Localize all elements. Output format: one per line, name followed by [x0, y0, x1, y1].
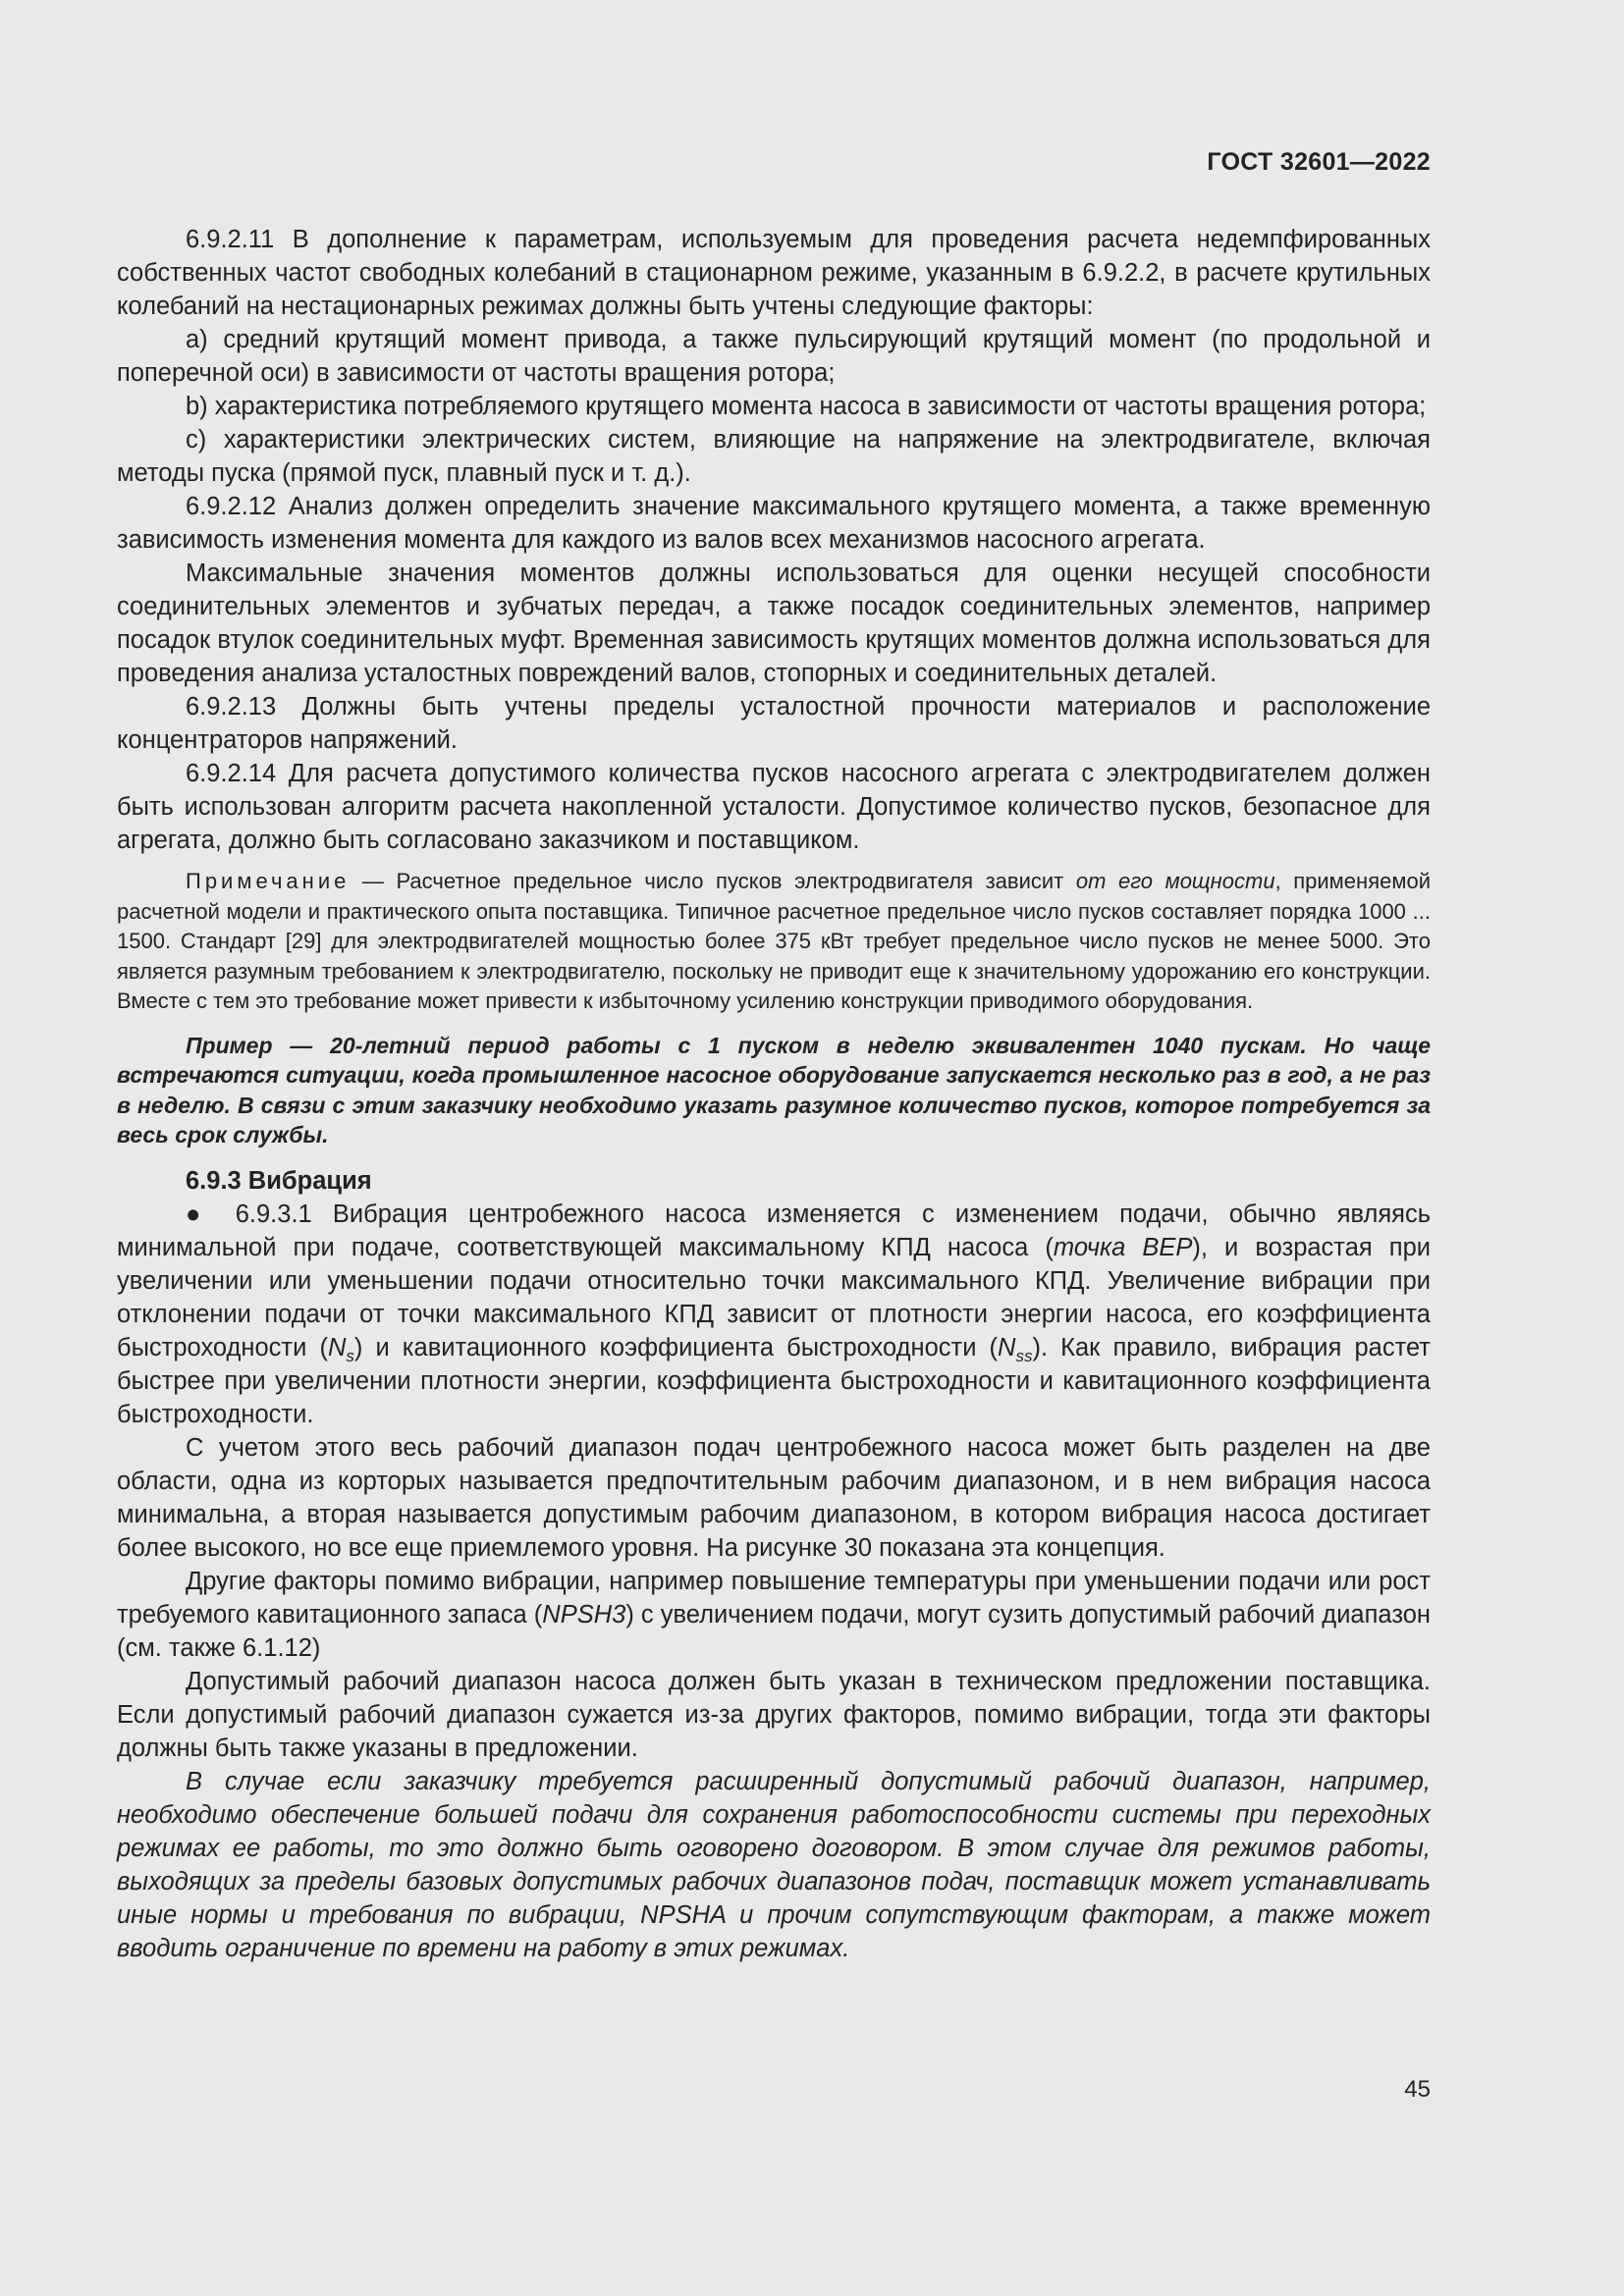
other-factors-part-1: Другие факторы помимо вибрации, например повышение температуры при уменьшении подачи или рост требуемого кавитационного запаса (	[117, 1567, 1431, 1629]
vibration-text-part-3: ) и кавитационного коэффициента быстроходности (	[353, 1333, 999, 1362]
paragraph-6-9-2-11: 6.9.2.11 В дополнение к параметрам, используемым для проведения расчета недемпфированных собственных частот свободных колебаний в стационарном режиме, указанным в 6.9.2.2, в расчете крутильных колебаний на нестационарных режимах должны быть учтены следующие факторы:	[117, 226, 1431, 320]
paragraph-6-9-2-13: 6.9.2.13 Должны быть учтены пределы усталостной прочности материалов и расположение концентраторов напряжений.	[117, 693, 1431, 754]
vibration-text-part-1: ● 6.9.3.1 Вибрация центробежного насоса изменяется с изменением подачи, обычно являясь минимальной при подаче, соответствующей максимальному КПД насоса (	[117, 1200, 1431, 1261]
paragraph-supplier-proposal: Допустимый рабочий диапазон насоса должен быть указан в техническом предложении поставщика. Если допустимый рабочий диапазон сужается из-за других факторов, помимо вибрации, тогда эти факторы должны быть также указаны в предложении.	[117, 1667, 1431, 1762]
paragraph-extended-range: В случае если заказчику требуется расширенный допустимый рабочий диапазон, например, необходимо обеспечение большей подачи для сохранения работоспособности системы при переходных режимах ее работы, то это должно быть оговорено договором. В этом случае для режимов работы, выходящих за пределы базовых допустимых рабочих диапазонов подач, поставщик может устанавливать иные нормы и требования по вибрации, NPSHA и прочим сопутствующим факторам, а также может вводить ограничение по времени на работу в этих режимах.	[117, 1767, 1431, 1962]
example-block: Пример — 20-летний период работы с 1 пуском в неделю эквивалентен 1040 пускам. Но чаще встречаются ситуации, когда промышленное насосное оборудование запускается несколько раз в год, а не раз в неделю. В связи с этим заказчику необходимо указать разумное количество пусков, которое потребуется за весь срок службы.	[117, 1032, 1431, 1148]
ns-subscript: s	[346, 1346, 354, 1365]
note-text-italic: от его мощности	[1075, 869, 1275, 893]
list-item-b: b) характеристика потребляемого крутящего момента насоса в зависимости от частоты вращения ротора;	[186, 393, 1427, 420]
note-label: Примечание	[186, 869, 351, 893]
paragraph-6-9-3-1	[117, 1198, 1431, 1431]
page-number: 45	[1404, 2076, 1431, 2103]
paragraph-max-moments: Максимальные значения моментов должны использоваться для оценки несущей способности соединительных элементов и зубчатых передач, а также посадок соединительных элементов, например посадок втулок соединительных муфт. Временная зависимость крутящих моментов должна использоваться для проведения анализа усталостных повреждений валов, стопорных и соединительных деталей.	[117, 560, 1431, 687]
paragraph-operating-ranges: С учетом этого весь рабочий диапазон подач центробежного насоса может быть разделен на две области, одна из корторых называется предпочтительным рабочим диапазоном, и в нем вибрация насоса минимальна, а вторая называется допустимым рабочим диапазоном, в котором вибрация насоса достигает более высокого, но все еще приемлемого уровня. На рисунке 30 показана эта концепция.	[117, 1433, 1431, 1562]
note-block	[117, 867, 1431, 1017]
paragraph-6-9-2-14: 6.9.2.14 Для расчета допустимого количества пусков насосного агрегата с электродвигателем должен быть использован алгоритм расчета накопленной усталости. Допустимое количество пусков, безопасное для агрегата, должно быть согласовано заказчиком и поставщиком.	[117, 760, 1431, 854]
note-text-part-2: , применяемой расчетной модели и практического опыта поставщика. Типичное расчетное предельное число пусков составляет порядка 1000 ... 1500. Стандарт [29] для электродвигателей мощностью более 375 кВт требует предельное число пусков не менее 5000. Это является разумным требованием к электродвигателю, поскольку не приводит еще к значительному удорожанию его конструкции. Вместе с тем это требование может привести к избыточному усилению конструкции приводимого оборудования.	[117, 869, 1431, 1013]
list-item-c: c) характеристики электрических систем, влияющие на напряжение на электродвигателе, включая методы пуска (прямой пуск, плавный пуск и т. д.).	[117, 426, 1431, 487]
paragraph-other-factors	[117, 1565, 1431, 1665]
standard-code-header: ГОСТ 32601—2022	[1207, 148, 1431, 176]
note-text-part-1: — Расчетное предельное число пусков электродвигателя зависит	[350, 869, 1076, 893]
vibration-text-part-4: ). Как правило, вибрация растет быстрее при увеличении плотности энергии, коэффициента быстроходности и кавитационного коэффициента быстроходности.	[117, 1333, 1431, 1428]
document-body	[117, 223, 1431, 1965]
ns-symbol: N	[327, 1333, 347, 1362]
vibration-text-part-2: ), и возрастая при увеличении или уменьшении подачи относительно точки максимального КПД. Увеличение вибрации при отклонении подачи от точки максимального КПД зависит от плотности энергии насоса, его коэффициента быстроходности (	[117, 1233, 1431, 1362]
list-item-a: a) средний крутящий момент привода, а также пульсирующий крутящий момент (по продольной и поперечной оси) в зависимости от частоты вращения ротора;	[117, 326, 1431, 387]
npsh3-term: NPSH3	[542, 1600, 626, 1629]
section-heading-vibration: 6.9.3 Вибрация	[186, 1166, 372, 1195]
bep-point-term: точка BEP	[1053, 1233, 1193, 1261]
paragraph-6-9-2-12: 6.9.2.12 Анализ должен определить значение максимального крутящего момента, а также временную зависимость изменения момента для каждого из валов всех механизмов насосного агрегата.	[117, 493, 1431, 554]
nss-subscript: ss	[1015, 1346, 1033, 1365]
other-factors-part-2: ) с увеличением подачи, могут сузить допустимый рабочий диапазон (см. также 6.1.12)	[117, 1600, 1431, 1662]
nss-symbol: N	[998, 1333, 1016, 1362]
